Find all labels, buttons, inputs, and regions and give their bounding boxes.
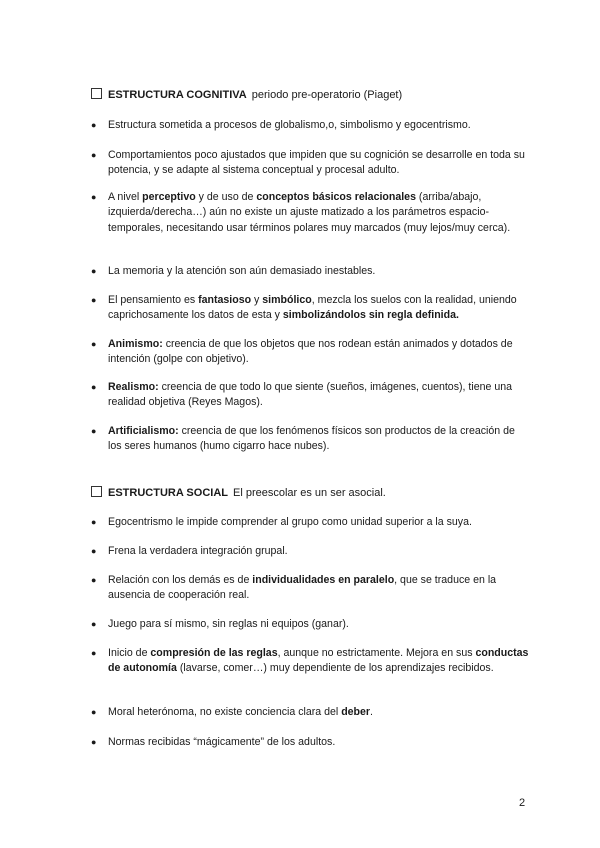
section-subtitle: periodo pre-operatorio (Piaget) bbox=[251, 89, 403, 101]
bullet-icon: ● bbox=[91, 120, 97, 130]
bullet-icon: ● bbox=[91, 619, 97, 629]
section-subtitle: El preescolar es un ser asocial. bbox=[232, 487, 386, 499]
bullet-icon: ● bbox=[91, 426, 97, 436]
list-item: ● Juego para sí mismo, sin reglas ni equipos (ganar). bbox=[91, 617, 531, 632]
list-item: ● La memoria y la atención son aún demasiado inestables. bbox=[91, 264, 531, 279]
list-item: ● Comportamientos poco ajustados que impiden que su cognición se desarrolle en toda su potencia, y se adapte al sistema conceptual y procesal adulto. bbox=[91, 149, 525, 177]
list-item: ● Frena la verdadera integración grupal. bbox=[91, 544, 531, 559]
bullet-icon: ● bbox=[91, 546, 97, 556]
bullet-icon: ● bbox=[91, 382, 97, 392]
section-heading-cognitiva bbox=[91, 88, 402, 102]
list-item: ● Realismo: creencia de que todo lo que siente (sueños, imágenes, cuentos), tiene una realidad objetiva (Reyes Magos). bbox=[91, 381, 513, 409]
bullet-icon: ● bbox=[91, 707, 97, 717]
list-item: ● El pensamiento es fantasioso y simbólico, mezcla los suelos con la realidad, uniendo caprichosamente los datos de esta y simbolizándolos sin regla definida. bbox=[91, 294, 517, 322]
list-item: ● Normas recibidas “mágicamente” de los adultos. bbox=[91, 735, 531, 750]
bullet-icon: ● bbox=[91, 192, 97, 202]
list-item: ● Animismo: creencia de que los objetos que nos rodean están animados y dotados de intención (golpe con objetivo). bbox=[91, 338, 513, 366]
bullet-icon: ● bbox=[91, 150, 97, 160]
bullet-icon: ● bbox=[91, 295, 97, 305]
list-item: ● Relación con los demás es de individualidades en paralelo, que se traduce en la ausencia de cooperación real. bbox=[91, 574, 497, 602]
page-number: 2 bbox=[519, 797, 526, 809]
list-item: ● Inicio de compresión de las reglas, aunque no estrictamente. Mejora en sus conductas de autonomía (lavarse, comer…) muy dependiente de los aprendizajes recibidos. bbox=[91, 647, 529, 675]
bullet-icon: ● bbox=[91, 648, 97, 658]
checkbox-icon[interactable] bbox=[91, 486, 102, 497]
bullet-icon: ● bbox=[91, 737, 97, 747]
section-heading-social bbox=[91, 486, 386, 500]
bullet-icon: ● bbox=[91, 517, 97, 527]
bullet-icon: ● bbox=[91, 339, 97, 349]
checkbox-icon[interactable] bbox=[91, 88, 102, 99]
list-item: ● Moral heterónoma, no existe conciencia clara del deber. bbox=[91, 705, 531, 720]
list-item: ● Artificialismo: creencia de que los fenómenos físicos son productos de la creación de los seres humanos (humo cigarro hace nubes). bbox=[91, 425, 515, 453]
section-title: ESTRUCTURA COGNITIVA bbox=[108, 89, 247, 101]
bullet-icon: ● bbox=[91, 575, 97, 585]
list-item: ● Estructura sometida a procesos de globalismo,o, simbolismo y egocentrismo. bbox=[91, 118, 531, 133]
list-item: ● Egocentrismo le impide comprender al grupo como unidad superior a la suya. bbox=[91, 515, 531, 530]
bullet-icon: ● bbox=[91, 266, 97, 276]
list-item: ● A nivel perceptivo y de uso de conceptos básicos relacionales (arriba/abajo, izquierda/derecha…) aún no existe un ajuste matizado a los parámetros espacio-temporales, necesitando usar términos polares muy marcados (muy lejos/muy cerca). bbox=[91, 191, 511, 234]
section-title: ESTRUCTURA SOCIAL bbox=[108, 487, 228, 499]
